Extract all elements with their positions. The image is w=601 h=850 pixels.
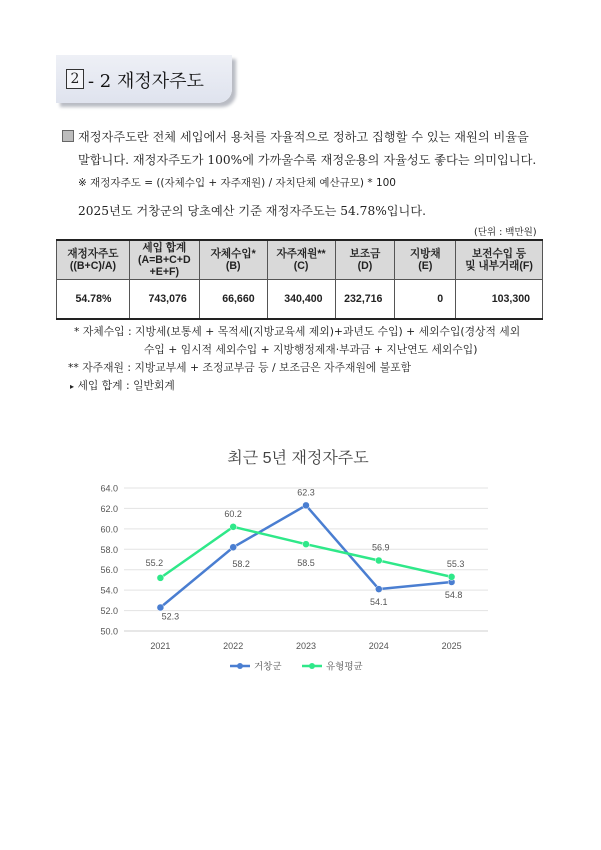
section-title-box (56, 55, 232, 103)
y-tick-label: 50.0 (100, 626, 118, 637)
line-chart (88, 438, 508, 678)
revenue-table (56, 239, 543, 320)
unit-label: (단위 : 백만원) (474, 227, 537, 238)
section-title: - 2 재정자주도 (88, 71, 204, 92)
note-2: ** 자주재원 : 지방교부세 + 조정교부금 등 / 보조금은 자주재원에 불포함 (68, 361, 412, 374)
legend-label: 유형평균 (326, 661, 363, 673)
header-cell: 보전수입 등 및 내부거래(F) (456, 240, 543, 280)
header-cell: 재정자주도 ((B+C)/A) (57, 240, 130, 280)
chart-legend (230, 661, 363, 673)
table-header-row (57, 240, 543, 280)
chart-title: 최근 5년 재정자주도 (227, 450, 369, 467)
data-point (375, 557, 382, 564)
data-label: 55.2 (145, 557, 164, 568)
data-point (375, 586, 382, 593)
y-tick-label: 60.0 (100, 524, 118, 535)
legend-label: 거창군 (254, 661, 282, 673)
table-cell: 340,400 (267, 280, 335, 320)
formula-note: ※ 재정자주도 = ((자체수입 + 자주재원) / 자치단체 예산규모) * 100 (78, 177, 396, 189)
intro-line-2: 말합니다. 재정자주도가 100%에 가까울수록 재정운용의 자율성도 좋다는 의미입니다. (78, 153, 537, 167)
header-cell: 보조금 (D) (335, 240, 395, 280)
legend-marker (237, 663, 243, 669)
note-1a: * 자체수입 : 지방세(보통세 + 목적세(지방교육세 제외)+과년도 수입) + 세외수입(경상적 세외 (74, 325, 521, 338)
data-point (157, 604, 164, 611)
x-axis (124, 631, 488, 651)
data-point (157, 574, 164, 581)
header-cell: 자체수입* (B) (199, 240, 267, 280)
intro-line-1: 재정자주도란 전체 세입에서 용처를 자율적으로 정하고 집행할 수 있는 재원의 비율을 (62, 128, 529, 145)
table-cell: 103,300 (456, 280, 543, 320)
x-tick-label: 2023 (295, 641, 317, 651)
data-label: 55.3 (446, 558, 465, 569)
y-tick-label: 54.0 (100, 585, 118, 596)
table-cell: 232,716 (335, 280, 395, 320)
table-cell: 66,660 (199, 280, 267, 320)
header-cell: 지방채 (E) (395, 240, 456, 280)
summary-text: 2025년도 거창군의 당초예산 기준 재정자주도는 54.78%입니다. (78, 204, 426, 218)
x-tick-label: 2021 (150, 641, 171, 651)
y-tick-label: 52.0 (100, 606, 118, 617)
table-row (57, 280, 543, 320)
data-point (230, 523, 237, 530)
y-tick-label: 56.0 (100, 565, 118, 576)
data-label: 56.9 (372, 542, 390, 553)
data-label: 60.2 (224, 508, 242, 519)
chart-series (146, 487, 465, 621)
legend-marker (309, 663, 315, 669)
section-number: 2 (66, 69, 84, 89)
checkbox-bullet-icon (62, 130, 74, 142)
series-line (160, 505, 451, 607)
data-point (303, 541, 310, 548)
data-label: 62.3 (297, 487, 315, 498)
y-axis (100, 484, 118, 637)
x-tick-label: 2025 (441, 641, 462, 651)
data-point (303, 502, 310, 509)
x-tick-label: 2022 (223, 641, 244, 651)
header-cell: 자주재원** (C) (267, 240, 335, 280)
data-point (448, 573, 455, 580)
table-cell: 743,076 (129, 280, 199, 320)
triangle-bullet-icon: ▸ (70, 382, 75, 391)
data-point (230, 544, 237, 551)
y-tick-label: 64.0 (100, 483, 118, 494)
data-label: 58.2 (232, 559, 250, 570)
note-3: ▸ 세입 합계 : 일반회계 (70, 379, 175, 392)
data-label: 54.8 (444, 589, 463, 600)
y-tick-label: 58.0 (100, 544, 118, 555)
y-tick-label: 62.0 (100, 503, 118, 514)
table-cell: 0 (395, 280, 456, 320)
x-tick-label: 2024 (368, 641, 389, 651)
header-cell: 세입 합계 (A=B+C+D +E+F) (129, 240, 199, 280)
data-label: 52.3 (161, 611, 180, 622)
data-label: 58.5 (297, 558, 315, 569)
chart-svg (88, 438, 508, 678)
data-label: 54.1 (370, 597, 388, 608)
note-1b: 수입 + 임시적 세외수입 + 지방행정제재·부과금 + 지난연도 세외수입) (144, 343, 478, 356)
table-cell: 54.78% (57, 280, 130, 320)
